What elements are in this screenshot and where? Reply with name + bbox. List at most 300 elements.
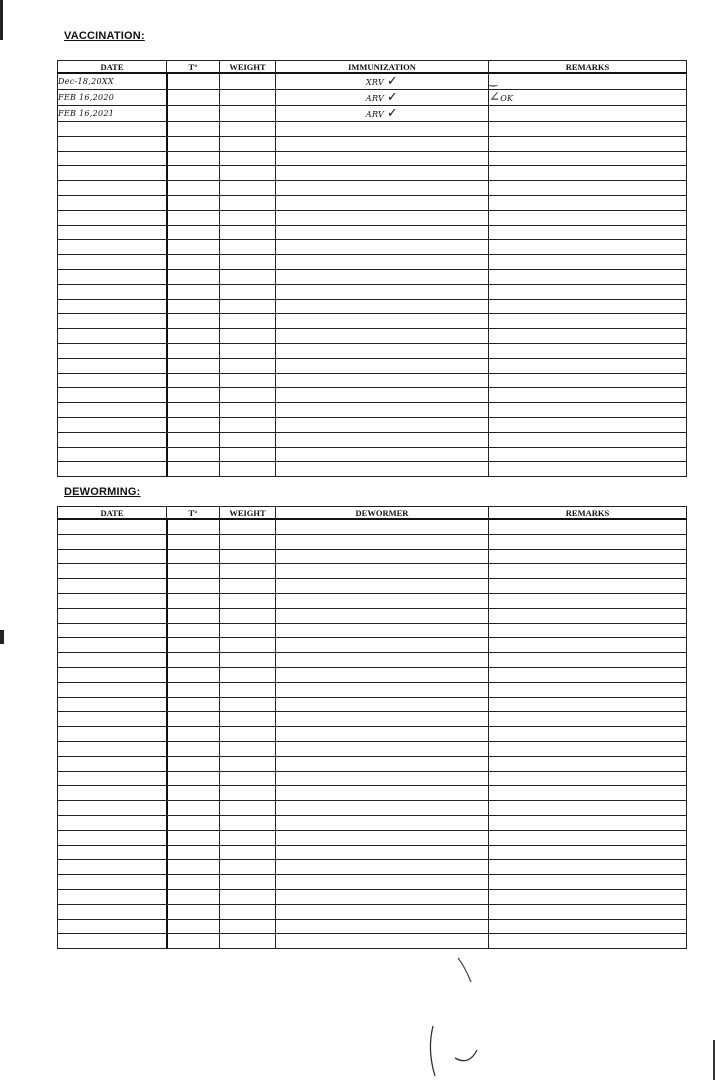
entry-immunization[interactable]: [276, 106, 489, 122]
entry-immunization[interactable]: [276, 90, 489, 106]
entry-date[interactable]: Dec-18,20XX: [58, 73, 167, 90]
vaccination-weight-cell[interactable]: [220, 462, 276, 477]
vaccination-treatment-cell[interactable]: [276, 343, 489, 358]
deworming-treatment-cell[interactable]: [276, 579, 489, 594]
deworming-date-cell[interactable]: [58, 667, 167, 682]
vaccination-date-cell[interactable]: [58, 417, 167, 432]
entry-remarks[interactable]: ∠OK: [489, 90, 687, 106]
deworming-remarks-cell[interactable]: [489, 830, 687, 845]
deworming-date-cell[interactable]: [58, 623, 167, 638]
deworming-treatment-cell[interactable]: [276, 593, 489, 608]
vaccination-weight-cell[interactable]: [220, 373, 276, 388]
vaccination-date-cell[interactable]: [58, 284, 167, 299]
deworming-temp-cell[interactable]: [167, 860, 220, 875]
vaccination-header-date: DATE: [58, 61, 167, 74]
deworming-treatment-cell[interactable]: [276, 727, 489, 742]
vaccination-weight-cell[interactable]: [220, 388, 276, 403]
deworming-remarks-cell[interactable]: [489, 653, 687, 668]
deworming-treatment-cell[interactable]: [276, 534, 489, 549]
deworming-date-cell[interactable]: [58, 593, 167, 608]
vaccination-blank-rows: [58, 122, 687, 477]
deworming-treatment-cell[interactable]: [276, 712, 489, 727]
vaccination-date-cell[interactable]: [58, 299, 167, 314]
deworming-treatment-cell[interactable]: [276, 756, 489, 771]
table-row: [58, 90, 687, 106]
table-row: [58, 166, 687, 181]
vaccination-temp-cell[interactable]: [167, 417, 220, 432]
deworming-date-cell[interactable]: [58, 904, 167, 919]
deworming-treatment-cell[interactable]: [276, 623, 489, 638]
deworming-temp-cell[interactable]: [167, 712, 220, 727]
deworming-weight-cell[interactable]: [220, 845, 276, 860]
deworming-date-cell[interactable]: [58, 919, 167, 934]
deworming-treatment-cell[interactable]: [276, 845, 489, 860]
deworming-weight-cell[interactable]: [220, 860, 276, 875]
vaccination-remarks-cell[interactable]: [489, 417, 687, 432]
vaccination-treatment-cell[interactable]: [276, 417, 489, 432]
vaccination-remarks-cell[interactable]: [489, 314, 687, 329]
deworming-weight-cell[interactable]: [220, 756, 276, 771]
vaccination-remarks-cell[interactable]: [489, 284, 687, 299]
deworming-remarks-cell[interactable]: [489, 845, 687, 860]
deworming-temp-cell[interactable]: [167, 534, 220, 549]
deworming-remarks-cell[interactable]: [489, 875, 687, 890]
vaccination-date-cell[interactable]: [58, 225, 167, 240]
deworming-date-cell[interactable]: [58, 534, 167, 549]
deworming-weight-cell[interactable]: [220, 579, 276, 594]
deworming-weight-cell[interactable]: [220, 801, 276, 816]
entry-temp[interactable]: [167, 106, 220, 122]
deworming-date-cell[interactable]: [58, 682, 167, 697]
table-row: [58, 417, 687, 432]
deworming-remarks-cell[interactable]: [489, 727, 687, 742]
vaccination-temp-cell[interactable]: [167, 181, 220, 196]
deworming-treatment-cell[interactable]: [276, 919, 489, 934]
vaccination-weight-cell[interactable]: [220, 343, 276, 358]
vaccination-remarks-cell[interactable]: [489, 225, 687, 240]
deworming-date-cell[interactable]: [58, 889, 167, 904]
table-row: [58, 519, 687, 534]
deworming-remarks-cell[interactable]: [489, 801, 687, 816]
deworming-remarks-cell[interactable]: [489, 519, 687, 534]
table-row: [58, 403, 687, 418]
vaccination-temp-cell[interactable]: [167, 447, 220, 462]
deworming-remarks-cell[interactable]: [489, 889, 687, 904]
vaccination-temp-cell[interactable]: [167, 210, 220, 225]
deworming-temp-cell[interactable]: [167, 519, 220, 534]
deworming-weight-cell[interactable]: [220, 889, 276, 904]
deworming-date-cell[interactable]: [58, 830, 167, 845]
vaccination-date-cell[interactable]: [58, 462, 167, 477]
deworming-weight-cell[interactable]: [220, 519, 276, 534]
table-row: [58, 727, 687, 742]
vaccination-treatment-cell[interactable]: [276, 269, 489, 284]
vaccination-date-cell[interactable]: [58, 166, 167, 181]
vaccination-remarks-cell[interactable]: [489, 343, 687, 358]
deworming-date-cell[interactable]: [58, 653, 167, 668]
vaccination-date-cell[interactable]: [58, 403, 167, 418]
vaccination-date-cell[interactable]: [58, 447, 167, 462]
vaccination-date-cell[interactable]: [58, 358, 167, 373]
deworming-treatment-cell[interactable]: [276, 682, 489, 697]
deworming-date-cell[interactable]: [58, 771, 167, 786]
vaccination-treatment-cell[interactable]: [276, 255, 489, 270]
deworming-date-cell[interactable]: [58, 564, 167, 579]
deworming-temp-cell[interactable]: [167, 934, 220, 949]
table-row: [58, 653, 687, 668]
deworming-remarks-cell[interactable]: [489, 934, 687, 949]
entry-immunization[interactable]: [276, 73, 489, 90]
vaccination-remarks-cell[interactable]: [489, 136, 687, 151]
deworming-remarks-cell[interactable]: [489, 756, 687, 771]
deworming-remarks-cell[interactable]: [489, 786, 687, 801]
deworming-treatment-cell[interactable]: [276, 860, 489, 875]
vaccination-treatment-cell[interactable]: [276, 462, 489, 477]
deworming-treatment-cell[interactable]: [276, 697, 489, 712]
vaccination-weight-cell[interactable]: [220, 225, 276, 240]
deworming-weight-cell[interactable]: [220, 786, 276, 801]
deworming-treatment-cell[interactable]: [276, 653, 489, 668]
vaccination-treatment-cell[interactable]: [276, 388, 489, 403]
deworming-date-cell[interactable]: [58, 786, 167, 801]
deworming-date-cell[interactable]: [58, 638, 167, 653]
vaccination-weight-cell[interactable]: [220, 269, 276, 284]
deworming-temp-cell[interactable]: [167, 845, 220, 860]
vaccination-temp-cell[interactable]: [167, 166, 220, 181]
vaccination-date-cell[interactable]: [58, 151, 167, 166]
vaccination-date-cell[interactable]: [58, 181, 167, 196]
deworming-remarks-cell[interactable]: [489, 608, 687, 623]
deworming-temp-cell[interactable]: [167, 830, 220, 845]
vaccination-remarks-cell[interactable]: [489, 388, 687, 403]
deworming-date-cell[interactable]: [58, 934, 167, 949]
deworming-weight-cell[interactable]: [220, 934, 276, 949]
vaccination-weight-cell[interactable]: [220, 314, 276, 329]
entry-temp[interactable]: [167, 90, 220, 106]
deworming-remarks-cell[interactable]: [489, 815, 687, 830]
vaccination-treatment-cell[interactable]: [276, 225, 489, 240]
deworming-temp-cell[interactable]: [167, 741, 220, 756]
vaccination-treatment-cell[interactable]: [276, 373, 489, 388]
deworming-treatment-cell[interactable]: [276, 549, 489, 564]
deworming-weight-cell[interactable]: [220, 771, 276, 786]
vaccination-temp-cell[interactable]: [167, 373, 220, 388]
vaccination-treatment-cell[interactable]: [276, 447, 489, 462]
deworming-temp-cell[interactable]: [167, 904, 220, 919]
deworming-treatment-cell[interactable]: [276, 875, 489, 890]
vaccination-remarks-cell[interactable]: [489, 358, 687, 373]
table-row: [58, 106, 687, 122]
deworming-remarks-cell[interactable]: [489, 564, 687, 579]
vaccination-date-cell[interactable]: [58, 329, 167, 344]
vaccination-weight-cell[interactable]: [220, 181, 276, 196]
deworming-remarks-cell[interactable]: [489, 860, 687, 875]
vaccination-remarks-cell[interactable]: [489, 210, 687, 225]
deworming-weight-cell[interactable]: [220, 815, 276, 830]
deworming-weight-cell[interactable]: [220, 712, 276, 727]
deworming-temp-cell[interactable]: [167, 638, 220, 653]
table-row: [58, 801, 687, 816]
vaccination-date-cell[interactable]: [58, 373, 167, 388]
vaccination-remarks-cell[interactable]: [489, 181, 687, 196]
vaccination-temp-cell[interactable]: [167, 255, 220, 270]
table-row: [58, 830, 687, 845]
deworming-remarks-cell[interactable]: [489, 638, 687, 653]
vaccination-temp-cell[interactable]: [167, 136, 220, 151]
deworming-treatment-cell[interactable]: [276, 771, 489, 786]
vaccination-treatment-cell[interactable]: [276, 181, 489, 196]
deworming-header-weight: WEIGHT: [220, 507, 276, 520]
deworming-temp-cell[interactable]: [167, 771, 220, 786]
vaccination-temp-cell[interactable]: [167, 240, 220, 255]
table-row: [58, 593, 687, 608]
deworming-treatment-cell[interactable]: [276, 741, 489, 756]
deworming-temp-cell[interactable]: [167, 875, 220, 890]
deworming-temp-cell[interactable]: [167, 697, 220, 712]
vaccination-remarks-cell[interactable]: [489, 255, 687, 270]
deworming-temp-cell[interactable]: [167, 579, 220, 594]
vaccination-weight-cell[interactable]: [220, 136, 276, 151]
vaccination-date-cell[interactable]: [58, 210, 167, 225]
entry-date[interactable]: FEB 16,2021: [58, 106, 167, 122]
deworming-weight-cell[interactable]: [220, 608, 276, 623]
entry-weight[interactable]: [220, 106, 276, 122]
deworming-temp-cell[interactable]: [167, 786, 220, 801]
deworming-weight-cell[interactable]: [220, 667, 276, 682]
deworming-weight-cell[interactable]: [220, 697, 276, 712]
vaccination-remarks-cell[interactable]: [489, 166, 687, 181]
vaccination-header-row: [58, 61, 687, 74]
deworming-weight-cell[interactable]: [220, 564, 276, 579]
vaccination-weight-cell[interactable]: [220, 358, 276, 373]
vaccination-remarks-cell[interactable]: [489, 299, 687, 314]
deworming-date-cell[interactable]: [58, 579, 167, 594]
vaccination-weight-cell[interactable]: [220, 240, 276, 255]
vaccination-temp-cell[interactable]: [167, 403, 220, 418]
deworming-remarks-cell[interactable]: [489, 579, 687, 594]
entry-weight[interactable]: [220, 73, 276, 90]
deworming-remarks-cell[interactable]: [489, 697, 687, 712]
vaccination-temp-cell[interactable]: [167, 343, 220, 358]
deworming-date-cell[interactable]: [58, 845, 167, 860]
vaccination-weight-cell[interactable]: [220, 447, 276, 462]
vaccination-weight-cell[interactable]: [220, 255, 276, 270]
deworming-treatment-cell[interactable]: [276, 889, 489, 904]
vaccination-treatment-cell[interactable]: [276, 195, 489, 210]
vaccination-remarks-cell[interactable]: [489, 240, 687, 255]
deworming-weight-cell[interactable]: [220, 623, 276, 638]
vaccination-temp-cell[interactable]: [167, 269, 220, 284]
entry-date[interactable]: FEB 16,2020: [58, 90, 167, 106]
deworming-remarks-cell[interactable]: [489, 549, 687, 564]
deworming-date-cell[interactable]: [58, 697, 167, 712]
deworming-date-cell[interactable]: [58, 549, 167, 564]
deworming-weight-cell[interactable]: [220, 534, 276, 549]
deworming-weight-cell[interactable]: [220, 593, 276, 608]
entry-immunization-text: ARV: [365, 94, 385, 103]
deworming-treatment-cell[interactable]: [276, 608, 489, 623]
vaccination-weight-cell[interactable]: [220, 122, 276, 137]
deworming-treatment-cell[interactable]: [276, 667, 489, 682]
vaccination-date-cell[interactable]: [58, 255, 167, 270]
vaccination-remarks-cell[interactable]: [489, 151, 687, 166]
vaccination-temp-cell[interactable]: [167, 388, 220, 403]
deworming-date-cell[interactable]: [58, 608, 167, 623]
vaccination-weight-cell[interactable]: [220, 417, 276, 432]
vaccination-treatment-cell[interactable]: [276, 432, 489, 447]
vaccination-temp-cell[interactable]: [167, 432, 220, 447]
vaccination-date-cell[interactable]: [58, 432, 167, 447]
deworming-weight-cell[interactable]: [220, 682, 276, 697]
deworming-temp-cell[interactable]: [167, 815, 220, 830]
vaccination-treatment-cell[interactable]: [276, 403, 489, 418]
deworming-temp-cell[interactable]: [167, 667, 220, 682]
vaccination-date-cell[interactable]: [58, 195, 167, 210]
vaccination-treatment-cell[interactable]: [276, 329, 489, 344]
vaccination-date-cell[interactable]: [58, 388, 167, 403]
deworming-weight-cell[interactable]: [220, 919, 276, 934]
deworming-date-cell[interactable]: [58, 519, 167, 534]
vaccination-weight-cell[interactable]: [220, 195, 276, 210]
vaccination-temp-cell[interactable]: [167, 151, 220, 166]
vaccination-remarks-cell[interactable]: [489, 329, 687, 344]
vaccination-remarks-cell[interactable]: [489, 462, 687, 477]
deworming-treatment-cell[interactable]: [276, 564, 489, 579]
deworming-weight-cell[interactable]: [220, 904, 276, 919]
deworming-date-cell[interactable]: [58, 727, 167, 742]
deworming-remarks-cell[interactable]: [489, 534, 687, 549]
entry-remarks[interactable]: [489, 106, 687, 122]
deworming-remarks-cell[interactable]: [489, 682, 687, 697]
vaccination-remarks-cell[interactable]: [489, 269, 687, 284]
vaccination-header-remarks: REMARKS: [489, 61, 687, 74]
deworming-date-cell[interactable]: [58, 756, 167, 771]
vaccination-temp-cell[interactable]: [167, 284, 220, 299]
vaccination-temp-cell[interactable]: [167, 225, 220, 240]
deworming-treatment-cell[interactable]: [276, 815, 489, 830]
deworming-temp-cell[interactable]: [167, 623, 220, 638]
vaccination-treatment-cell[interactable]: [276, 122, 489, 137]
deworming-treatment-cell[interactable]: [276, 638, 489, 653]
vaccination-temp-cell[interactable]: [167, 195, 220, 210]
vaccination-weight-cell[interactable]: [220, 432, 276, 447]
vaccination-treatment-cell[interactable]: [276, 136, 489, 151]
deworming-weight-cell[interactable]: [220, 638, 276, 653]
vaccination-date-cell[interactable]: [58, 136, 167, 151]
vaccination-remarks-cell[interactable]: [489, 447, 687, 462]
deworming-treatment-cell[interactable]: [276, 934, 489, 949]
vaccination-date-cell[interactable]: [58, 314, 167, 329]
deworming-temp-cell[interactable]: [167, 889, 220, 904]
deworming-date-cell[interactable]: [58, 712, 167, 727]
deworming-header-row: [58, 507, 687, 520]
deworming-date-cell[interactable]: [58, 815, 167, 830]
vaccination-temp-cell[interactable]: [167, 329, 220, 344]
vaccination-date-cell[interactable]: [58, 343, 167, 358]
vaccination-weight-cell[interactable]: [220, 166, 276, 181]
deworming-weight-cell[interactable]: [220, 727, 276, 742]
entry-temp[interactable]: [167, 73, 220, 90]
deworming-weight-cell[interactable]: [220, 653, 276, 668]
vaccination-weight-cell[interactable]: [220, 210, 276, 225]
vaccination-treatment-cell[interactable]: [276, 210, 489, 225]
deworming-treatment-cell[interactable]: [276, 786, 489, 801]
deworming-remarks-cell[interactable]: [489, 623, 687, 638]
deworming-weight-cell[interactable]: [220, 830, 276, 845]
vaccination-weight-cell[interactable]: [220, 299, 276, 314]
vaccination-date-cell[interactable]: [58, 269, 167, 284]
vaccination-treatment-cell[interactable]: [276, 284, 489, 299]
entry-remarks[interactable]: [489, 73, 687, 90]
deworming-treatment-cell[interactable]: [276, 904, 489, 919]
vaccination-remarks-cell[interactable]: [489, 122, 687, 137]
vaccination-weight-cell[interactable]: [220, 284, 276, 299]
vaccination-treatment-cell[interactable]: [276, 166, 489, 181]
deworming-temp-cell[interactable]: [167, 801, 220, 816]
deworming-treatment-cell[interactable]: [276, 830, 489, 845]
deworming-date-cell[interactable]: [58, 741, 167, 756]
deworming-temp-cell[interactable]: [167, 608, 220, 623]
deworming-remarks-cell[interactable]: [489, 712, 687, 727]
vaccination-temp-cell[interactable]: [167, 299, 220, 314]
vaccination-temp-cell[interactable]: [167, 122, 220, 137]
deworming-weight-cell[interactable]: [220, 549, 276, 564]
deworming-temp-cell[interactable]: [167, 653, 220, 668]
vaccination-weight-cell[interactable]: [220, 329, 276, 344]
deworming-temp-cell[interactable]: [167, 682, 220, 697]
vaccination-remarks-cell[interactable]: [489, 373, 687, 388]
vaccination-treatment-cell[interactable]: [276, 151, 489, 166]
deworming-date-cell[interactable]: [58, 860, 167, 875]
vaccination-date-cell[interactable]: [58, 122, 167, 137]
deworming-temp-cell[interactable]: [167, 593, 220, 608]
deworming-remarks-cell[interactable]: [489, 667, 687, 682]
deworming-remarks-cell[interactable]: [489, 771, 687, 786]
deworming-weight-cell[interactable]: [220, 875, 276, 890]
deworming-temp-cell[interactable]: [167, 919, 220, 934]
deworming-temp-cell[interactable]: [167, 727, 220, 742]
table-row: [58, 299, 687, 314]
vaccination-temp-cell[interactable]: [167, 462, 220, 477]
deworming-remarks-cell[interactable]: [489, 593, 687, 608]
table-row: [58, 919, 687, 934]
deworming-temp-cell[interactable]: [167, 564, 220, 579]
deworming-temp-cell[interactable]: [167, 756, 220, 771]
deworming-date-cell[interactable]: [58, 801, 167, 816]
deworming-treatment-cell[interactable]: [276, 519, 489, 534]
vaccination-temp-cell[interactable]: [167, 314, 220, 329]
vaccination-treatment-cell[interactable]: [276, 299, 489, 314]
deworming-remarks-cell[interactable]: [489, 919, 687, 934]
entry-weight[interactable]: [220, 90, 276, 106]
vaccination-remarks-cell[interactable]: [489, 432, 687, 447]
vaccination-weight-cell[interactable]: [220, 403, 276, 418]
vaccination-treatment-cell[interactable]: [276, 240, 489, 255]
deworming-date-cell[interactable]: [58, 875, 167, 890]
vaccination-remarks-cell[interactable]: [489, 195, 687, 210]
vaccination-remarks-cell[interactable]: [489, 403, 687, 418]
vaccination-weight-cell[interactable]: [220, 151, 276, 166]
deworming-remarks-cell[interactable]: [489, 904, 687, 919]
deworming-treatment-cell[interactable]: [276, 801, 489, 816]
deworming-temp-cell[interactable]: [167, 549, 220, 564]
deworming-weight-cell[interactable]: [220, 741, 276, 756]
vaccination-treatment-cell[interactable]: [276, 314, 489, 329]
vaccination-treatment-cell[interactable]: [276, 358, 489, 373]
deworming-remarks-cell[interactable]: [489, 741, 687, 756]
vaccination-temp-cell[interactable]: [167, 358, 220, 373]
vaccination-date-cell[interactable]: [58, 240, 167, 255]
